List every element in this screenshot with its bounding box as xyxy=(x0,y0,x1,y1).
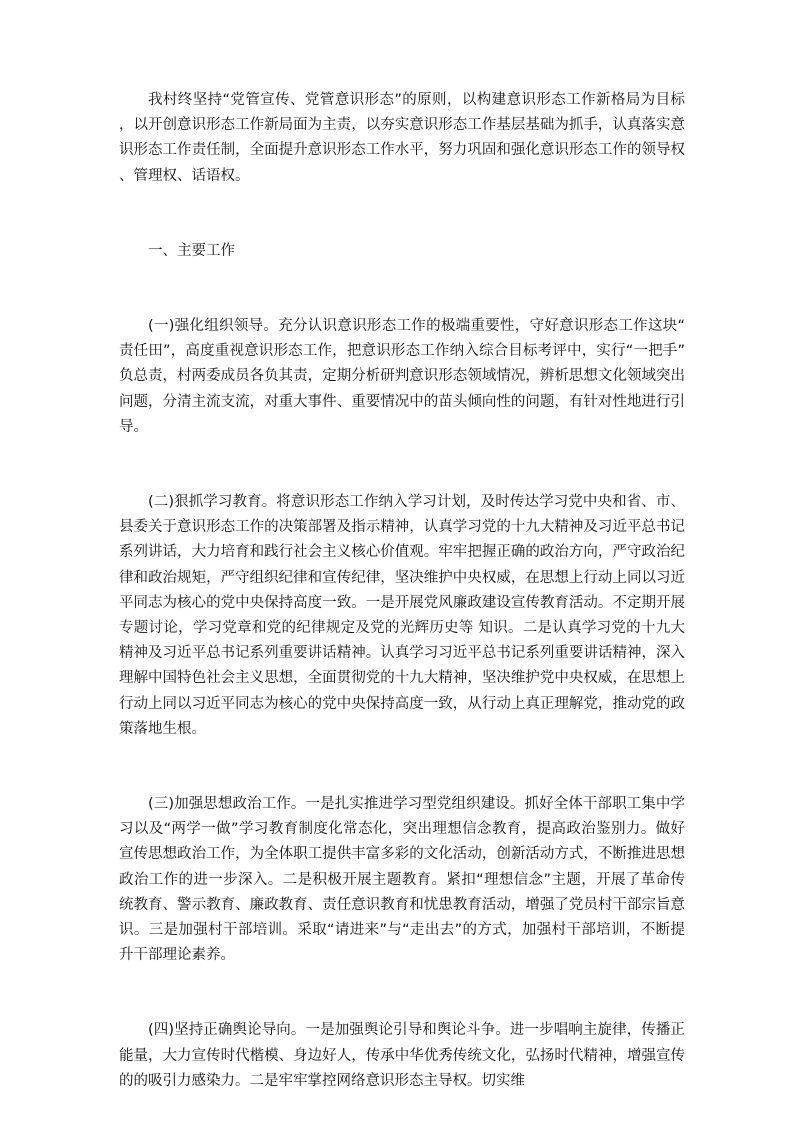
document-page xyxy=(119,88,685,1094)
intro-paragraph: 我村终坚持“党管宣传、党管意识形态”的原则，以构建意识形态工作新格局为目标，以开创意识形态工作新局面为主责，以夯实意识形态工作基层基础为抓手，认真落实意识形态工作责任制，全面提升意识形态工作水平，努力巩固和强化意识形态工作的领导权、管理权、话语权。 xyxy=(119,92,685,184)
paragraph-ideology: (三)加强思想政治工作。一是扎实推进学习型党组织建设。抓好全体干部职工集中学习以及“两学一做”学习教育制度化常态化，突出理想信念教育，提高政治鉴别力。做好宣传思想政治工作，为全体职工提供丰富多彩的文化活动，创新活动方式，不断推进思想政治工作的进一步深入。二是积极开展主题教育。紧扣“理想信念”主题，开展了革命传统教育、警示教育、廉政教育、责任意识教育和忧患教育活动，增强了党员村干部宗旨意识。三是加强村干部培训。采取“请进来”与“走出去”的方式，加强村干部培训，不断提升干部理论素养。 xyxy=(119,796,685,964)
paragraph-organization: (一)强化组织领导。充分认识意识形态工作的极端重要性，守好意识形态工作这块“责任田”，高度重视意识形态工作，把意识形态工作纳入综合目标考评中，实行“一把手”负总责，村两委成员各负其责，定期分析研判意识形态领域情况，辨析思想文化领域突出问题，分清主流支流，对重大事件、重要情况中的苗头倾向性的问题，有针对性地进行引导。 xyxy=(119,318,685,435)
section-heading: 一、主要工作 xyxy=(148,242,235,259)
paragraph-study: (二)狠抓学习教育。将意识形态工作纳入学习计划，及时传达学习党中央和省、市、县委关于意识形态工作的决策部署及指示精神，认真学习党的十九大精神及习近平总书记系列讲话，大力培育和践行社会主义核心价值观。牢牢把握正确的政治方向，严守政治纪律和政治规矩，严守组织纪律和宣传纪律，坚决维护中央权威，在思想上行动上同以习近平同志为核心的党中央保持高度一致。一是开展党风廉政建设宣传教育活动。不定期开展专题讨论，学习党章和党的纪律规定及党的光辉历史等 知识。二是认真学习党的十九大精神及习近平总书记系列重要讲话精神。认真学习习近平总书记系列重要讲话精神，深入理解中国特色社会主义思想，全面贯彻党的十九大精神，坚决维护党中央权威，在思想上行动上同以习近平同志为核心的党中央保持高度一致，从行动上真正理解党，推动党的政策落地生根。 xyxy=(119,494,685,737)
paragraph-opinion: (四)坚持正确舆论导向。一是加强舆论引导和舆论斗争。进一步唱响主旋律，传播正能量，大力宣传时代楷模、身边好人，传承中华优秀传统文化，弘扬时代精神，增强宣传的的吸引力感染力。二是牢牢掌控网络意识形态主导权。切实维 xyxy=(119,1022,685,1089)
